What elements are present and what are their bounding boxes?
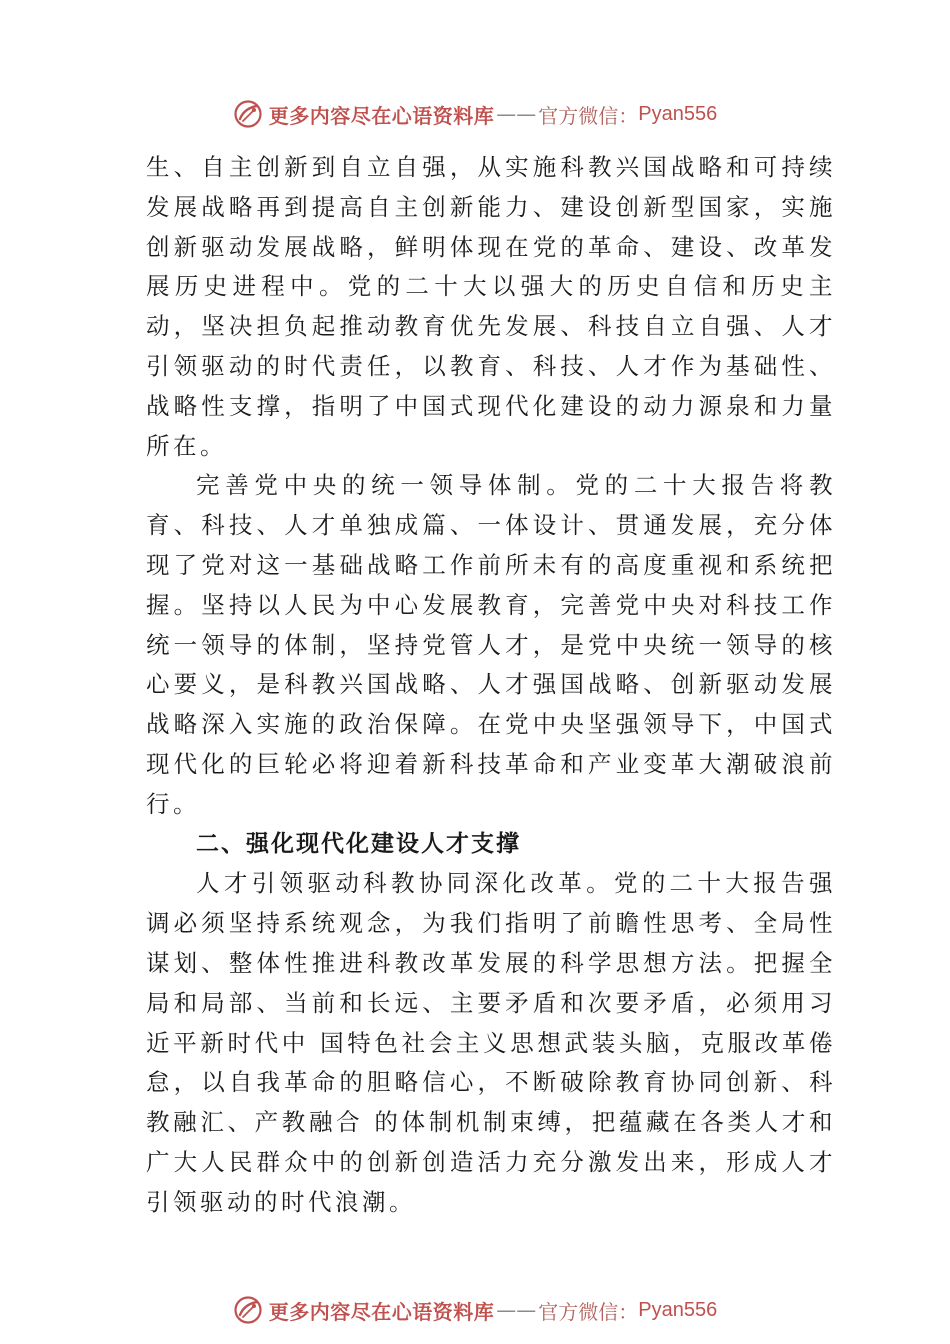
header-banner: [0, 94, 950, 134]
brand-logo-icon: [233, 1295, 263, 1325]
footer-banner: [0, 1290, 950, 1330]
footer-brand-text: 更多内容尽在心语资料库: [268, 1299, 495, 1324]
paragraph-2: 完善党中央的统一领导体制。党的二十大报告将教育、科技、人才单独成篇、一体设计、贯通发展，充分体现了党对这一基础战略工作前所未有的高度重视和系统把握。坚持以人民为中心发展教育，完善党中央对科技工作统一领导的体制，坚持党管人才，是党中央统一领导的核心要义，是科教兴国战略、人才强国战略、创新驱动发展战略深入实施的政治保障。在党中央坚强领导下，中国式现代化的巨轮必将迎着新科技革命和产业变革大潮破浪前行。: [146, 471, 836, 818]
brand-logo-icon: [233, 99, 263, 129]
header-dash: ——: [496, 102, 537, 126]
footer-wechat-id: Pyan556: [638, 1298, 718, 1321]
header-wechat-id: Pyan556: [638, 102, 718, 125]
footer-dash: ——: [496, 1298, 537, 1322]
section-heading: 二、强化现代化建设人才支撑: [196, 830, 521, 857]
header-brand-text: 更多内容尽在心语资料库: [268, 103, 495, 128]
header-wechat-label: 官方微信：: [538, 103, 639, 128]
footer-wechat-label: 官方微信：: [538, 1299, 639, 1324]
document-body: [146, 148, 836, 1223]
paragraph-3: 人才引领驱动科教协同深化改革。党的二十大报告强调必须坚持系统观念，为我们指明了前瞻性思考、全局性谋划、整体性推进科教改革发展的科学思想方法。把握全局和局部、当前和长远、主要矛盾和次要矛盾，必须用习近平新时代中 国特色社会主义思想武装头脑，克服改革倦怠，以自我革命的胆略信心，不断破除教育协同创新、科教融汇、产教融合 的体制机制束缚，把蕴藏在各类人才和广大人民群众中的创新创造活力充分激发出来，形成人才引领驱动的时代浪潮。: [146, 869, 836, 1216]
paragraph-1: 生、自主创新到自立自强，从实施科教兴国战略和可持续发展战略再到提高自主创新能力、建设创新型国家，实施创新驱动发展战略，鲜明体现在党的革命、建设、改革发展历史进程中。党的二十大以强大的历史自信和历史主动，坚决担负起推动教育优先发展、科技自立自强、人才引领驱动的时代责任，以教育、科技、人才作为基础性、战略性支撑，指明了中国式现代化建设的动力源泉和力量所在。: [146, 153, 836, 460]
